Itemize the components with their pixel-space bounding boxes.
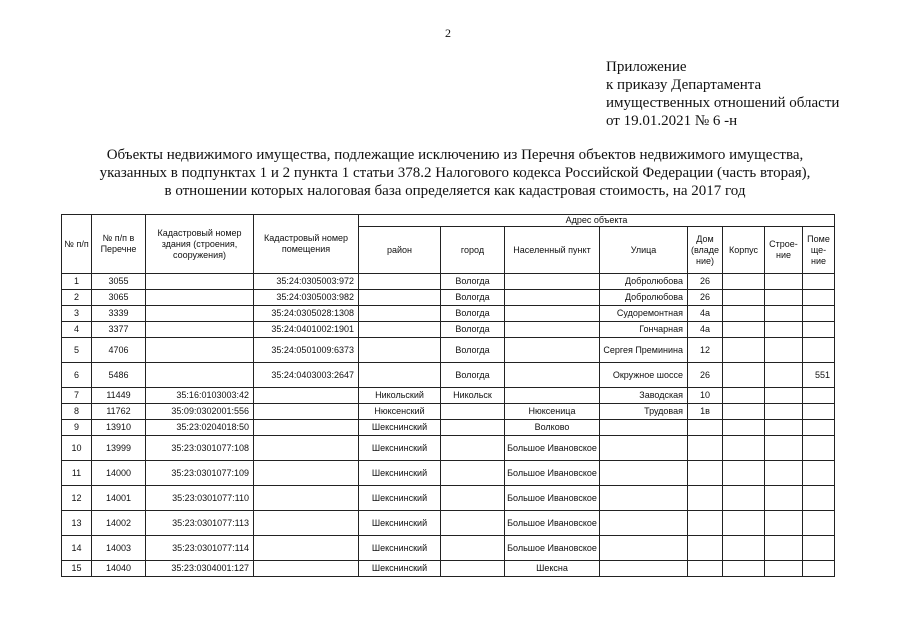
cell-premises-cadastral <box>254 461 359 486</box>
table-row <box>62 388 835 404</box>
title-line: указанных в подпунктах 1 и 2 пункта 1 статьи 378.2 Налогового кодекса Российской Федерации (часть вторая), <box>99 165 811 181</box>
property-table <box>61 214 835 577</box>
cell-korpus <box>723 436 765 461</box>
cell-list-no: 3065 <box>92 290 146 306</box>
cell-building-cadastral <box>146 338 254 363</box>
cell-korpus <box>723 290 765 306</box>
cell-city <box>441 511 505 536</box>
cell-settlement <box>505 274 600 290</box>
cell-premises-cadastral <box>254 388 359 404</box>
cell-premises-cadastral: 35:24:0305028:1308 <box>254 306 359 322</box>
cell-room <box>803 561 835 577</box>
cell-district <box>359 322 441 338</box>
cell-building-cadastral: 35:23:0301077:108 <box>146 436 254 461</box>
cell-room <box>803 274 835 290</box>
cell-house: 10 <box>688 388 723 404</box>
cell-building-cadastral: 35:23:0301077:109 <box>146 461 254 486</box>
cell-stroenie <box>765 274 803 290</box>
cell-no: 13 <box>62 511 92 536</box>
header-street: Улица <box>600 227 688 274</box>
cell-list-no: 14002 <box>92 511 146 536</box>
cell-street <box>600 461 688 486</box>
cell-no: 9 <box>62 420 92 436</box>
cell-house: 26 <box>688 274 723 290</box>
cell-room: 551 <box>803 363 835 388</box>
cell-room <box>803 436 835 461</box>
cell-stroenie <box>765 561 803 577</box>
cell-district: Шекснинский <box>359 461 441 486</box>
cell-no: 5 <box>62 338 92 363</box>
cell-building-cadastral: 35:23:0301077:114 <box>146 536 254 561</box>
cell-building-cadastral <box>146 363 254 388</box>
cell-city: Вологда <box>441 306 505 322</box>
header-room: Поме ще- ние <box>803 227 835 274</box>
cell-house <box>688 461 723 486</box>
cell-city: Вологда <box>441 338 505 363</box>
table-row <box>62 322 835 338</box>
cell-premises-cadastral <box>254 436 359 461</box>
cell-korpus <box>723 388 765 404</box>
table-row <box>62 461 835 486</box>
cell-building-cadastral: 35:16:0103003:42 <box>146 388 254 404</box>
cell-house: 4а <box>688 322 723 338</box>
cell-korpus <box>723 420 765 436</box>
cell-list-no: 14040 <box>92 561 146 577</box>
cell-district <box>359 338 441 363</box>
cell-stroenie <box>765 322 803 338</box>
cell-korpus <box>723 486 765 511</box>
cell-room <box>803 306 835 322</box>
table-row <box>62 436 835 461</box>
cell-settlement <box>505 363 600 388</box>
page-number: 2 <box>445 26 451 40</box>
cell-settlement <box>505 306 600 322</box>
cell-korpus <box>723 536 765 561</box>
cell-district <box>359 290 441 306</box>
cell-list-no: 14000 <box>92 461 146 486</box>
appendix-block <box>606 58 839 130</box>
cell-city <box>441 461 505 486</box>
cell-list-no: 3339 <box>92 306 146 322</box>
cell-district <box>359 274 441 290</box>
cell-city <box>441 420 505 436</box>
cell-korpus <box>723 322 765 338</box>
cell-stroenie <box>765 511 803 536</box>
cell-building-cadastral <box>146 322 254 338</box>
cell-list-no: 13999 <box>92 436 146 461</box>
cell-korpus <box>723 404 765 420</box>
header-address-group: Адрес объекта <box>359 215 835 227</box>
cell-korpus <box>723 363 765 388</box>
cell-no: 11 <box>62 461 92 486</box>
cell-list-no: 3377 <box>92 322 146 338</box>
cell-no: 10 <box>62 436 92 461</box>
cell-district <box>359 306 441 322</box>
cell-settlement: Большое Ивановское <box>505 511 600 536</box>
cell-city: Никольск <box>441 388 505 404</box>
cell-city <box>441 486 505 511</box>
cell-city <box>441 536 505 561</box>
cell-premises-cadastral <box>254 511 359 536</box>
cell-house <box>688 511 723 536</box>
cell-street: Добролюбова <box>600 290 688 306</box>
cell-district: Нюксенский <box>359 404 441 420</box>
header-house: Дом (владе ние) <box>688 227 723 274</box>
header-premises-cadastral: Кадастровый номер помещения <box>254 215 359 274</box>
cell-stroenie <box>765 536 803 561</box>
cell-no: 12 <box>62 486 92 511</box>
table-row <box>62 290 835 306</box>
cell-list-no: 3055 <box>92 274 146 290</box>
header-settlement: Населенный пункт <box>505 227 600 274</box>
cell-premises-cadastral: 35:24:0305003:972 <box>254 274 359 290</box>
cell-stroenie <box>765 290 803 306</box>
cell-street: Трудовая <box>600 404 688 420</box>
table-row <box>62 306 835 322</box>
cell-street: Заводская <box>600 388 688 404</box>
cell-district: Шекснинский <box>359 561 441 577</box>
appendix-line: к приказу Департамента <box>606 77 762 93</box>
cell-house: 4а <box>688 306 723 322</box>
cell-building-cadastral: 35:23:0301077:110 <box>146 486 254 511</box>
header-list-no: № п/п в Перечне <box>92 215 146 274</box>
cell-street <box>600 511 688 536</box>
cell-no: 1 <box>62 274 92 290</box>
cell-room <box>803 338 835 363</box>
cell-settlement: Большое Ивановское <box>505 486 600 511</box>
cell-settlement <box>505 290 600 306</box>
cell-district <box>359 363 441 388</box>
cell-no: 8 <box>62 404 92 420</box>
cell-no: 3 <box>62 306 92 322</box>
cell-no: 4 <box>62 322 92 338</box>
cell-stroenie <box>765 306 803 322</box>
cell-room <box>803 511 835 536</box>
table-row <box>62 404 835 420</box>
cell-district: Шекснинский <box>359 536 441 561</box>
cell-stroenie <box>765 486 803 511</box>
cell-korpus <box>723 306 765 322</box>
cell-street <box>600 536 688 561</box>
cell-premises-cadastral <box>254 420 359 436</box>
cell-street <box>600 436 688 461</box>
cell-building-cadastral <box>146 290 254 306</box>
cell-no: 2 <box>62 290 92 306</box>
cell-settlement: Нюксеница <box>505 404 600 420</box>
cell-korpus <box>723 338 765 363</box>
appendix-line: имущественных отношений области <box>606 95 840 111</box>
cell-district: Шекснинский <box>359 420 441 436</box>
cell-room <box>803 420 835 436</box>
cell-room <box>803 486 835 511</box>
cell-house <box>688 536 723 561</box>
cell-building-cadastral <box>146 274 254 290</box>
cell-no: 6 <box>62 363 92 388</box>
title-line: Объекты недвижимого имущества, подлежащие исключению из Перечня объектов недвижимого имущества, <box>106 147 804 163</box>
cell-no: 15 <box>62 561 92 577</box>
table-row <box>62 486 835 511</box>
header-stroenie: Строе- ние <box>765 227 803 274</box>
cell-house: 26 <box>688 290 723 306</box>
cell-house <box>688 420 723 436</box>
cell-district: Шекснинский <box>359 486 441 511</box>
cell-settlement <box>505 338 600 363</box>
cell-city <box>441 404 505 420</box>
header-city: город <box>441 227 505 274</box>
cell-stroenie <box>765 461 803 486</box>
cell-list-no: 5486 <box>92 363 146 388</box>
cell-building-cadastral <box>146 306 254 322</box>
cell-stroenie <box>765 338 803 363</box>
cell-list-no: 14003 <box>92 536 146 561</box>
header-district: район <box>359 227 441 274</box>
header-building-cadastral: Кадастровый номер здания (строения, сооружения) <box>146 215 254 274</box>
cell-city: Вологда <box>441 363 505 388</box>
table-row <box>62 511 835 536</box>
cell-room <box>803 388 835 404</box>
appendix-line: от 19.01.2021 № 6 -н <box>606 113 738 129</box>
cell-settlement <box>505 388 600 404</box>
cell-no: 7 <box>62 388 92 404</box>
cell-building-cadastral: 35:23:0204018:50 <box>146 420 254 436</box>
cell-city <box>441 436 505 461</box>
cell-stroenie <box>765 363 803 388</box>
cell-premises-cadastral: 35:24:0501009:6373 <box>254 338 359 363</box>
cell-premises-cadastral <box>254 536 359 561</box>
table-row <box>62 420 835 436</box>
cell-settlement: Шексна <box>505 561 600 577</box>
cell-settlement: Волково <box>505 420 600 436</box>
table-body <box>62 274 835 577</box>
cell-settlement <box>505 322 600 338</box>
cell-list-no: 4706 <box>92 338 146 363</box>
table-row <box>62 363 835 388</box>
cell-city: Вологда <box>441 290 505 306</box>
cell-street <box>600 420 688 436</box>
cell-building-cadastral: 35:23:0301077:113 <box>146 511 254 536</box>
cell-house <box>688 486 723 511</box>
cell-room <box>803 322 835 338</box>
cell-stroenie <box>765 436 803 461</box>
cell-street: Судоремонтная <box>600 306 688 322</box>
cell-settlement: Большое Ивановское <box>505 536 600 561</box>
cell-premises-cadastral <box>254 404 359 420</box>
header-korpus: Корпус <box>723 227 765 274</box>
cell-house: 1в <box>688 404 723 420</box>
cell-stroenie <box>765 388 803 404</box>
cell-city: Вологда <box>441 274 505 290</box>
cell-korpus <box>723 561 765 577</box>
cell-house <box>688 561 723 577</box>
cell-district: Шекснинский <box>359 511 441 536</box>
header-no: № п/п <box>62 215 92 274</box>
document-title <box>70 146 840 200</box>
cell-settlement: Большое Ивановское <box>505 436 600 461</box>
cell-stroenie <box>765 404 803 420</box>
cell-premises-cadastral: 35:24:0401002:1901 <box>254 322 359 338</box>
cell-district: Никольский <box>359 388 441 404</box>
table-row <box>62 274 835 290</box>
cell-street <box>600 561 688 577</box>
cell-list-no: 13910 <box>92 420 146 436</box>
cell-korpus <box>723 511 765 536</box>
cell-house <box>688 436 723 461</box>
cell-premises-cadastral <box>254 561 359 577</box>
cell-building-cadastral: 35:09:0302001:556 <box>146 404 254 420</box>
cell-street: Гончарная <box>600 322 688 338</box>
cell-premises-cadastral <box>254 486 359 511</box>
cell-premises-cadastral: 35:24:0305003:982 <box>254 290 359 306</box>
cell-list-no: 11449 <box>92 388 146 404</box>
cell-city: Вологда <box>441 322 505 338</box>
cell-district: Шекснинский <box>359 436 441 461</box>
cell-house: 12 <box>688 338 723 363</box>
cell-list-no: 11762 <box>92 404 146 420</box>
cell-no: 14 <box>62 536 92 561</box>
cell-settlement: Большое Ивановское <box>505 461 600 486</box>
cell-korpus <box>723 274 765 290</box>
title-line: в отношении которых налоговая база определяется как кадастровая стоимость, на 2017 год <box>164 183 746 199</box>
cell-street <box>600 486 688 511</box>
cell-room <box>803 290 835 306</box>
cell-building-cadastral: 35:23:0304001:127 <box>146 561 254 577</box>
table-row <box>62 338 835 363</box>
table-row <box>62 536 835 561</box>
cell-house: 26 <box>688 363 723 388</box>
appendix-line: Приложение <box>606 59 687 75</box>
cell-premises-cadastral: 35:24:0403003:2647 <box>254 363 359 388</box>
cell-street: Окружное шоссе <box>600 363 688 388</box>
cell-street: Сергея Преминина <box>600 338 688 363</box>
cell-room <box>803 461 835 486</box>
cell-list-no: 14001 <box>92 486 146 511</box>
cell-room <box>803 404 835 420</box>
cell-city <box>441 561 505 577</box>
cell-korpus <box>723 461 765 486</box>
cell-street: Добролюбова <box>600 274 688 290</box>
cell-room <box>803 536 835 561</box>
cell-stroenie <box>765 420 803 436</box>
table-row <box>62 561 835 577</box>
